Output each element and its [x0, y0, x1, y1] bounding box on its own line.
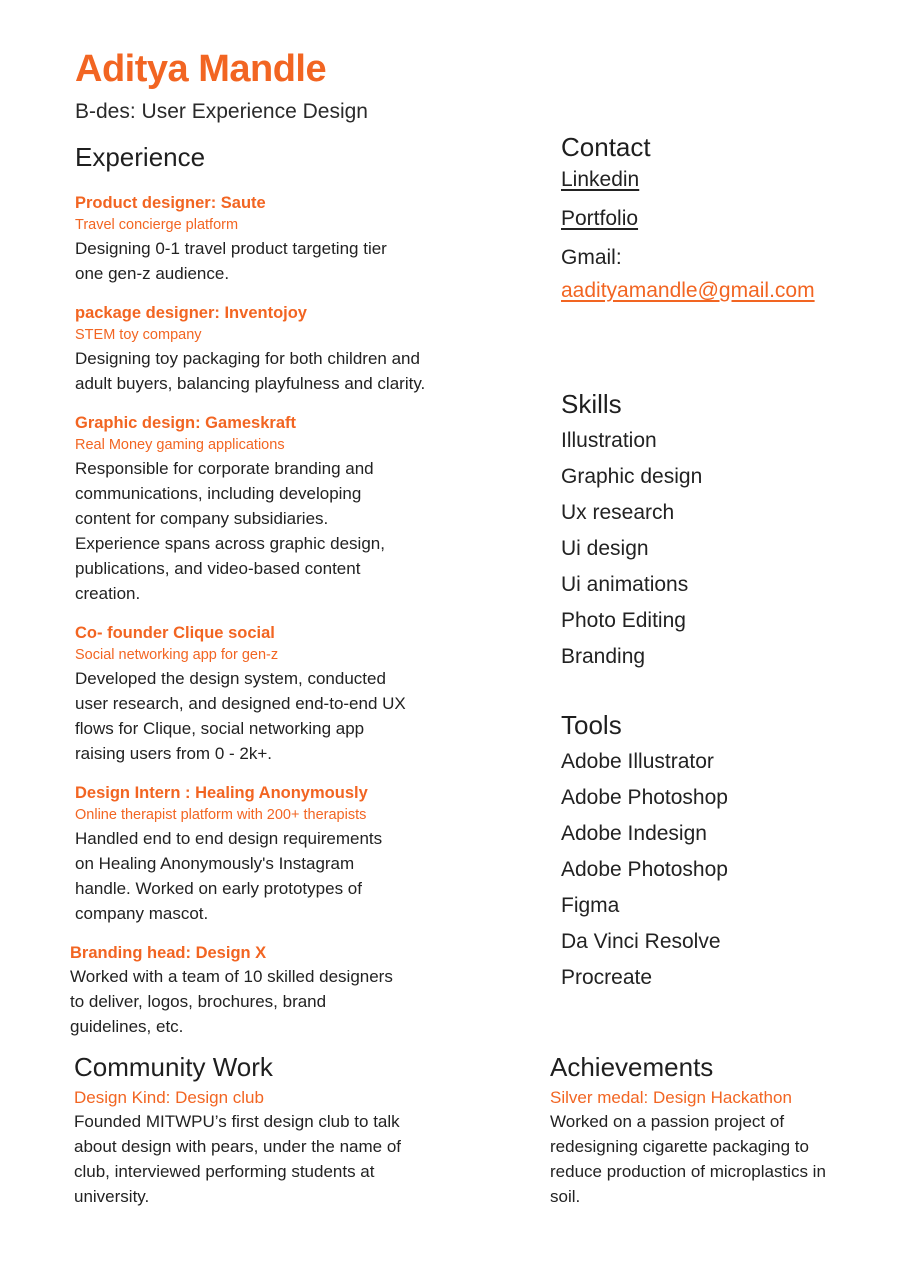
job-role: Graphic design: Gameskraft: [75, 414, 296, 432]
job-role: package designer: Inventojoy: [75, 304, 307, 322]
skill-item: Ux research: [561, 501, 675, 524]
community-work-heading: Community Work: [74, 1052, 273, 1082]
skill-item: Photo Editing: [561, 609, 686, 632]
job-company-description: Travel concierge platform: [75, 217, 239, 233]
job-description: Developed the design system, conducted user research, and designed end-to-end UX flows for Clique, social networking app raising users from 0 - 2k+.: [75, 669, 406, 763]
skill-item: Graphic design: [561, 465, 703, 488]
skill-item: Ui design: [561, 537, 649, 560]
degree-subtitle: B-des: User Experience Design: [75, 100, 368, 123]
job-company-description: Real Money gaming applications: [75, 437, 285, 453]
experience-item: [75, 412, 415, 606]
tool-item: Adobe Photoshop: [561, 786, 728, 809]
job-role: Branding head: Design X: [70, 944, 267, 962]
achievements-heading: Achievements: [550, 1052, 714, 1082]
tool-item: Da Vinci Resolve: [561, 930, 721, 953]
experience-item: [75, 782, 415, 926]
job-description: Designing 0-1 travel product targeting tier one gen-z audience.: [75, 239, 387, 283]
tool-item: Adobe Photoshop: [561, 858, 728, 881]
tools-heading: Tools: [561, 710, 622, 740]
job-company-description: STEM toy company: [75, 327, 202, 343]
experience-item: [70, 942, 410, 1039]
tool-item: Adobe Illustrator: [561, 750, 714, 773]
achievement-title: Silver medal: Design Hackathon: [550, 1088, 792, 1107]
candidate-name: Aditya Mandle: [75, 48, 327, 90]
job-company-description: Social networking app for gen-z: [75, 647, 279, 663]
job-role: Design Intern : Healing Anonymously: [75, 784, 368, 802]
portfolio-link[interactable]: Portfolio: [561, 207, 639, 230]
skill-item: Illustration: [561, 429, 657, 452]
job-description: Worked with a team of 10 skilled designers to deliver, logos, brochures, brand guidelines, etc.: [70, 967, 393, 1036]
job-role: Product designer: Saute: [75, 194, 266, 212]
achievement-item: [550, 1087, 850, 1209]
achievement-description: Worked on a passion project of redesigning cigarette packaging to reduce production of microplastics in soil.: [550, 1112, 826, 1206]
job-description: Handled end to end design requirements on Healing Anonymously's Instagram handle. Worked on early prototypes of company mascot.: [75, 829, 383, 923]
community-description: Founded MITWPU’s first design club to talk about design with pears, under the name of club, interviewed performing students at university.: [74, 1112, 401, 1206]
contact-heading: Contact: [561, 132, 651, 162]
tool-item: Figma: [561, 894, 620, 917]
community-item: [74, 1087, 419, 1209]
job-role: Co- founder Clique social: [75, 624, 275, 642]
tool-item: Procreate: [561, 966, 653, 989]
experience-item: [75, 302, 455, 396]
tool-item: Adobe Indesign: [561, 822, 707, 845]
email-link[interactable]: aadityamandle@gmail.com: [561, 279, 815, 302]
community-role: Design Kind: Design club: [74, 1088, 264, 1107]
skill-item: Branding: [561, 645, 646, 668]
gmail-label: Gmail:: [561, 246, 622, 269]
experience-item: [75, 622, 415, 766]
experience-item: [75, 192, 445, 286]
job-description: Responsible for corporate branding and communications, including developing content for company subsidiaries. Experience spans across graphic design, publications, and video-based content creation.: [75, 459, 385, 603]
job-company-description: Online therapist platform with 200+ therapists: [75, 807, 367, 823]
skill-item: Ui animations: [561, 573, 689, 596]
linkedin-link[interactable]: Linkedin: [561, 168, 640, 191]
job-description: Designing toy packaging for both children and adult buyers, balancing playfulness and clarity.: [75, 349, 426, 393]
experience-heading: Experience: [75, 142, 206, 172]
skills-heading: Skills: [561, 389, 622, 419]
